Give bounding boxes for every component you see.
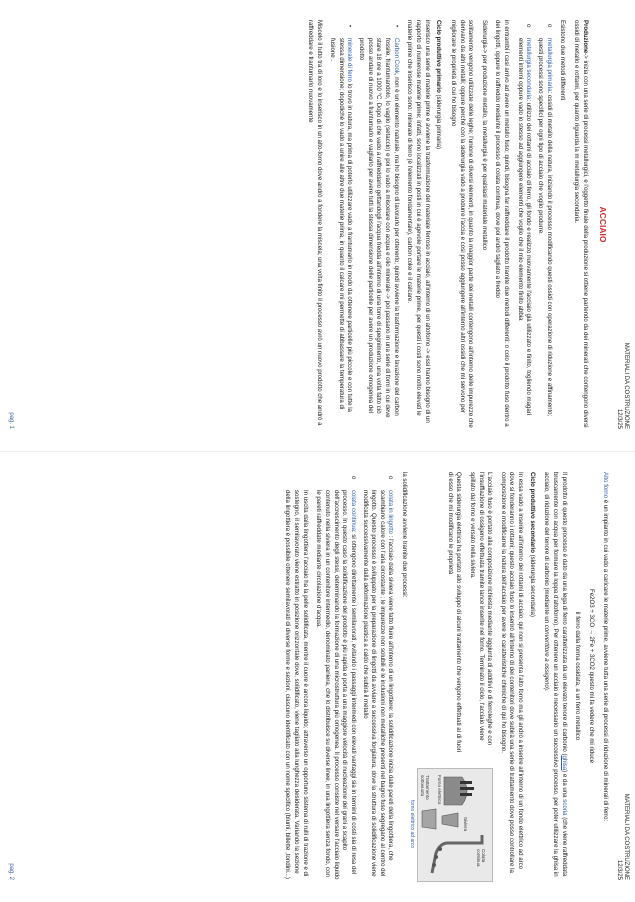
methods-list bbox=[515, 20, 553, 429]
page-2 bbox=[0, 451, 635, 902]
paragraph-fig1: L'acciaio fuso è portato alla composizione richiesta mediante aggiunta di additivi e di ferroleghe e con l'insufflazione di ossigeno effettuata tramite lance inserite nel forno. Terminato il ciclo, l'acciaio viene spillato dal forno e versato nella siviera. bbox=[468, 472, 494, 746]
course-name: MATERIALI DA COSTRUZIONE bbox=[623, 342, 629, 429]
paragraph-primary: inserisco una serie di materie prime e avviene la trasformazione del materiale ferroso in acciaio, all'interno di un altoforno -> essi hanno bisogno di un rapporto di numerose materie prime; infatti, sono localizzati in posti in cui è agevole portare le materie prime, per questi i costi sono molto elevati le materie prime che inserisco sono: minerale di ferro (è l'elemento fondamentale), carbon coke e il calcare. bbox=[406, 20, 431, 423]
paragraph-final: In uscita dalla lingottiera l'acciaio ha la pelle solidificata, mentre il cuore è ancora liquido; attraverso un opportuno sistema di rulli di trazione e di sostegno, il semilavorato viene estratto in posizione orizzontale dove, solidificato, viene tagliato alla lunghezza desiderata. Variando la sezione della lingottiera è possibile ottenere semilavorati di diverse forme e sezioni, ciascuno identificato con un nome specifico (blumi, billette ,tondini...) bbox=[284, 490, 309, 879]
label-forno: Forno elettrico bbox=[437, 775, 443, 805]
page-header bbox=[615, 20, 629, 429]
paragraph-fig2: Questa siderurgia elettrica ha portato allo sviluppo di alcuni trattamento che vengono effettuati al di fuori di esso che mi modificano le proprietà bbox=[446, 472, 463, 753]
figure-block bbox=[408, 472, 493, 880]
label-trattamento: Trattamento sottovuoto bbox=[419, 775, 431, 800]
header-date: 12/3/25 bbox=[615, 859, 622, 880]
paragraph-solidification: la solidificazione avviene tramite due processi: bbox=[401, 472, 409, 598]
paragraph-leghe: solitamente vengono utilizzate delle leghe; l'unione di diversi elementi, in quanto la maggior parte dei metalli contengono all'interno delle impurezze che derivano da altri metalli; oppure perché con la siderurgia vado a produrre l'accia e così posso aggiungere all'interno altri ossidi che mi servono per migliorare le proprietà di cui ho bisogno bbox=[449, 20, 475, 428]
paragraph-altoforno: Alto forno è un impianto in cui vado a caricare le materie prime, avviene tutta una serie di processi di riduzione di minerali di ferro: bbox=[601, 472, 609, 822]
solidification-list bbox=[314, 472, 395, 880]
label-siviera: Siviera bbox=[463, 817, 469, 832]
paragraph-siderurgia: Siderurgia-> per produzione metallo, la metallurgia è per qualsiasi materiale metallico bbox=[480, 20, 488, 251]
page-number: pag. 1 bbox=[7, 412, 14, 429]
page-number: pag. 2 bbox=[7, 863, 14, 880]
intro-paragraph: Produzione-> inizia con una serie di processi metallurgici, e l'oggetto finale della produzione si ottiene partendo da dei minerali che contengono diversi ossidi di metallo e rottami, per quanto riguarda la m metallurgia secondaria. bbox=[572, 20, 589, 428]
paragraph-prodotto: Il prodotto di questo processo è dato da una lega di ferro caratterizzata da un elevato tenore di carbonio (ghisa) e da una scoria (che viene raffreddata bruscamente con acqua per formare la loppa d'altoforno). Per ottenere un acciaio è necessario un successivo processo, per poter utilizzare la ghisa in acciaio, di riduzione del tenore di carbonio (mediante un convertitore a ossigeno). bbox=[543, 472, 568, 877]
equation-note: il ferro dalla forma ossidata, a un ferro metallico bbox=[574, 611, 582, 741]
list-item: o metallurgia primaria: ossidi di metallo della natura, iniziando il processo modificando questi ossidi con operazione di riduzione e affinamento; questi processi sono specifici per ogni tipo di acciaio che voglio produrre. bbox=[535, 20, 552, 429]
section-secondary-heading: Ciclo produttivo secondario (siderurgia secondaria) bbox=[528, 472, 536, 617]
course-name: MATERIALI DA COSTRUZIONE bbox=[623, 793, 629, 880]
list-item: o colata continua: si ottengono direttamente i semilavorati, evitando i passaggi intermedi con elevati vantaggi sia in termini di costi sia di resa del processo. In questo caso la solidificazione del prodotto è più rapida e porta a una maggiore velocità di nucleazione dei grani a scapito dell'accrescimento degli stessi, determinando la formazione di una microstruttura più omogenea. Il processo consiste nel versare l'acciaio liquido contenuto nella siviera in un contenitore intermedio, denominato paniera, che lo distribuisce su diverse linee, in una lingottiera senza fondo, con le pareti raffreddate mediante circolazione d'acqua. bbox=[314, 472, 357, 880]
header-date: 12/3/25 bbox=[615, 408, 622, 429]
methods-intro: Esistono due metodi differenti bbox=[559, 20, 567, 101]
list-item: • minerale di ferro lo trovo in natura, ma prima di poterlo utilizzare vado a frantumarlo in modo da ottenere particelle più piccole e con tutte la stessa dimensione; dopodiché lo vado a unire alle altre due materie prima, in quanto il calcare mi permette di abbassare la temperatura di fusione . bbox=[328, 20, 354, 429]
furnace-diagram bbox=[417, 768, 493, 882]
materials-list bbox=[328, 20, 400, 429]
paragraph-secondary: In essa vado a inserire all'interno dei rottami di acciaio; qui non si presenta l'alto forno ma gli andrò a inserire all'interno di un fondo elettrico ad arco dove si fonderanno i rottami; questo acciaio fuso lo inserirò all'interno di dei contenitori dove subirà una serie di trattamento dove posso controllare la composizione e modificarne la natura dell'acciaio per avere le caratteristiche chimiche di qui ho bisogno. bbox=[499, 472, 525, 873]
list-item: o metallurgia secondaria: utilizzo dei rottami di acciaio di ferro, gli fondo e realizzo nuovamente l'acciaio già utilizzato e finito, togliendo magari elementi interni oppure vado io stesso ad aggiungere elementi che voglio che il mio elemento finito abbia bbox=[515, 20, 532, 429]
equation: Fe2O3 + 3CO → 2Fe + 3CO2 questo mi fa vedere che mi riduce bbox=[587, 588, 595, 764]
page-header bbox=[615, 472, 629, 880]
furnace-figure bbox=[408, 768, 493, 880]
section-primary-heading: Ciclo produttivo primario (siderurgia primaria) bbox=[435, 20, 443, 150]
paragraph-mix: Miscelo il tutto tra di loro e lo inserisco in un alto-forno dove andrò a fondere la miscela; una volta finito il processo avrò un nuovo prodotto che andrò a raffreddare e frantumarlo nuovamente bbox=[306, 20, 323, 426]
label-colata: Colata continua bbox=[475, 849, 487, 867]
page-title: ACCIAIO bbox=[597, 206, 608, 243]
figure-caption: forno elettrico ad arco bbox=[409, 799, 416, 849]
paragraph-cases: in entrambi i casi arrivo ad avere un metallo fuso; quindi, bisogna far raffreddare il prodotto tramite due metodi differenti: o colo il prodotto fuso dentro a dei lingotti, oppure lo raffreddo mediante il processo di colata continua, dove poi andrò tagliato a freddo bbox=[494, 20, 511, 427]
intro-bold: Produzione bbox=[581, 20, 589, 54]
list-item: o colata in lingotto : l'acciaio dalla siviera viene fatto fluire all'interno di un lingottiere: la solidificazione inizia dalle pareti della lingottiera, che scambiano calore con l'aria circostante ; le impurezze non solubili e le inclusioni non metalliche presenti nel bagno fuso segregano al centro del lingotto. Questo processo è sviluppato per la preparazione di lingotti da avviare a successiva forgiatura, dove la struttura di solidificazione viene modificata successivamente dalla deformazione plastica a caldo che subirà il metallo bbox=[360, 472, 395, 880]
list-item: • Carbon Cook, non è un elemento naturale, ma ho bisogno di lavorarlo per ottenerlo; quindi avviene la trasformazione e lavazione del carbon fossile, frantumandolo, lo vaglio (setaccio) e poi lo vado a miscelare con acqua e olio minerale -> poi passano in una serie di forni in cui deve stare 18 ore a 1000 °C. Dopo di che vado a raffreddarlo gettandogli l'acqua fredda all'interno di una torre di spegnimento, una volta fatto ciò posso andare di nuovo a frantumarlo e vagliarlo per avere tutti la stessa dimensione delle particelle per avere un produzione omogenea del prodotto bbox=[356, 20, 399, 429]
